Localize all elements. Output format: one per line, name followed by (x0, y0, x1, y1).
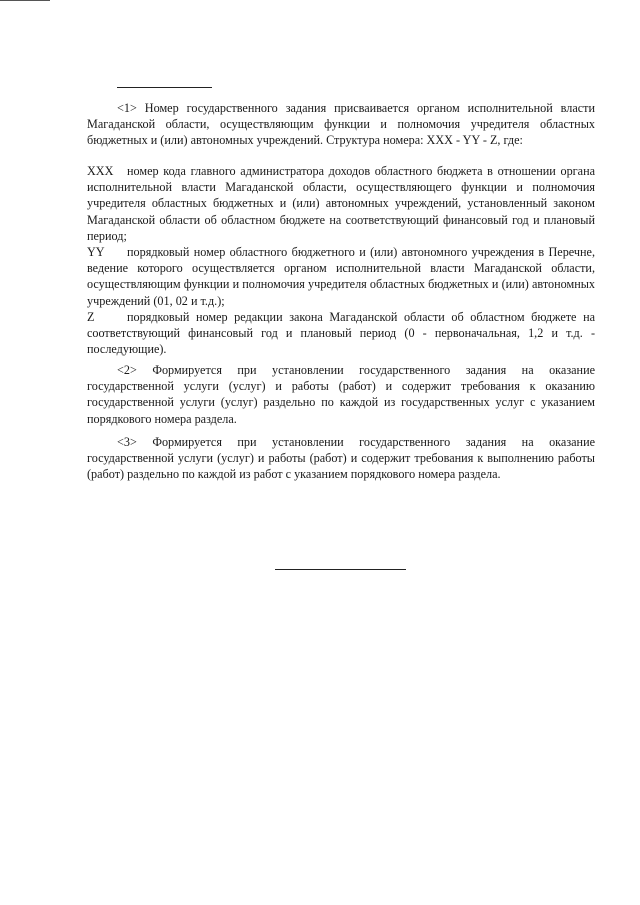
legend-item-xxx (87, 163, 595, 244)
legend-code: YY (87, 245, 105, 260)
footnote-3-marker: <3> (117, 435, 137, 449)
footnote-1-text: Номер государственного задания присваивается органом исполнительной власти Магаданской области, осуществляющим функции и полномочия учредителя областных бюджетных и (или) автономных учреждений. Структура номера: XXX - YY - Z, где: (87, 101, 595, 148)
legend-code: XXX (87, 164, 114, 178)
legend-item-yy (87, 244, 595, 309)
legend-text: номер кода главного администратора доходов областного бюджета в отношении органа исполнительной власти Магаданской области, осуществляющего функции и полномочия учредителя областных бюджетных и (или) автономных учреждений, установленный законом Магаданской области об областном бюджете на соответствующий финансовый год и плановый период; (87, 164, 595, 243)
legend-text: порядковый номер редакции закона Магаданской области об областном бюджете на соответствующий финансовый год и плановый период (0 - первоначальная, 1,2 и т.д. - последующие). (87, 309, 595, 357)
footnote-separator-line (117, 87, 212, 88)
footnote-2-marker: <2> (117, 363, 137, 377)
footnote-1-marker: <1> (117, 101, 137, 115)
footnote-2-text: Формируется при установлении государственного задания на оказание государственной услуги (услуг) и работы (работ) и содержит требования к оказанию государственной услуги (услуг) раздельно по каждой из государственных услуг с указанием порядкового номера раздела. (87, 363, 595, 426)
legend-item-z (87, 309, 595, 358)
number-structure-legend (87, 163, 595, 357)
end-separator-line (275, 569, 406, 570)
footnote-3-text: Формируется при установлении государственного задания на оказание государственной услуги (услуг) и работы (работ) и содержит требования к выполнению работы (работ) раздельно по каждой из работ с указанием порядкового номера раздела. (87, 435, 595, 482)
footnote-2 (87, 362, 595, 427)
footnote-3 (87, 434, 595, 483)
footnote-1 (87, 100, 595, 149)
legend-text: порядковый номер областного бюджетного и (или) автономного учреждения в Перечне, ведение которого осуществляется органом исполнительной власти Магаданской области, осуществляющим функции и полномочия учредителя областных бюджетных и (или) автономных учреждений (01, 02 и т.д.); (87, 245, 595, 308)
scan-edge-mark (0, 0, 50, 1)
legend-code: Z (87, 309, 95, 324)
